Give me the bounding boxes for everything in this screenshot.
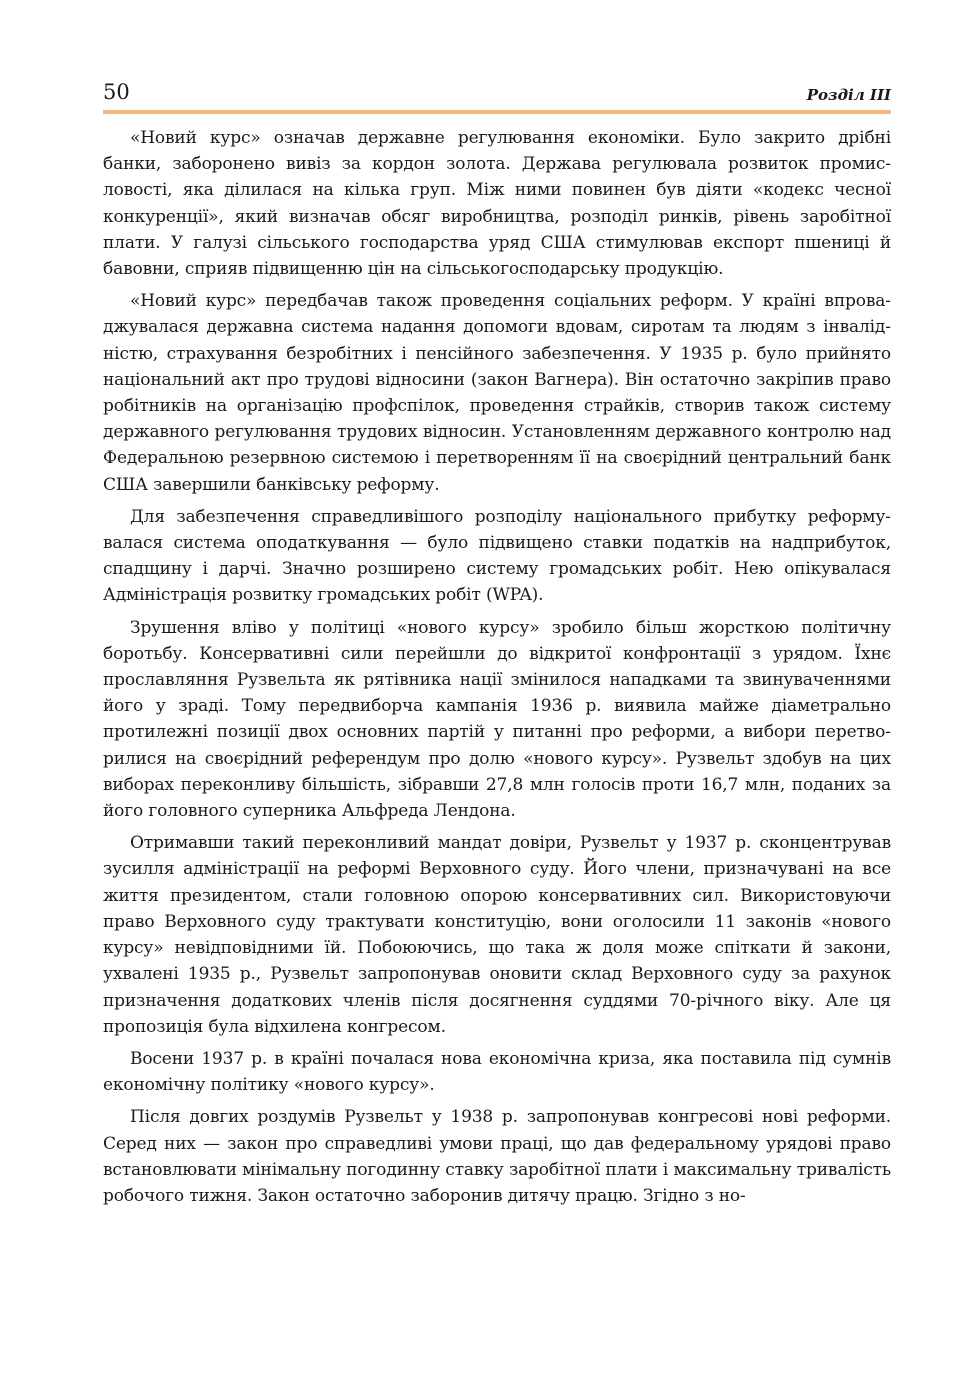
paragraph: «Новий курс» означав державне регулювання економіки. Було закрито дрібні банки, заборонено вивіз за кордон золота. Держава регулювала розвиток промисловості, яка ділилася на кілька груп. Між ними повинен був діяти «кодекс чесної конкуренції», який визначав обсяг виробництва, розподіл ринків, рівень заробітної плати. У галузі сільського господарства уряд США стимулював експорт пшениці й бавовни, сприяв підвищенню цін на сільськогосподарську продукцію.	[103, 128, 891, 280]
paragraph: Зрушення вліво у політиці «нового курсу» зробило більш жорсткою політичну боротьбу. Консервативні сили перейшли до відкритої конфронтації з урядом. Їхнє прославляння Рузвельта як рятівника нації змінилося нападками та звинуваченнями його у зраді. Тому передвиборча кампанія 1936 р. виявила майже діаметрально протилежні позиції двох основних партій у питанні про реформи, а вибори перетворилися на своєрідний референдум про долю «нового курсу». Рузвельт здобув на цих виборах переконливу більшість, зібравши 27,8 млн голосів проти 16,7 млн, поданих за його головного суперника Альфреда Лендона.	[103, 617, 891, 822]
page-header	[103, 78, 891, 108]
section-title: Розділ ІІІ	[806, 86, 891, 104]
paragraph: «Новий курс» передбачав також проведення соціальних реформ. У країні впроваджувалася державна система надання допомоги вдовам, сиротам та людям з інвалідністю, страхування безробітних і пенсійного забезпечення. У 1935 р. було прийнято національний акт про трудові відносини (закон Вагнера). Він остаточно закріпив право робітників на організацію профспілок, проведення страйків, створив також систему державного регулювання трудових відносин. Установленням державного контролю над Федеральною резервною системою і перетворенням її на своєрідний центральний банк США завершили банківську реформу.	[103, 291, 891, 495]
paragraph: Отримавши такий переконливий мандат довіри, Рузвельт у 1937 р. сконцентрував зусилля адміністрації на реформі Верховного суду. Його члени, призначувані на все життя президентом, стали головною опорою консервативних сил. Використовуючи право Верховного суду трактувати конституцію, вони оголосили 11 законів «нового курсу» невідповідними їй. Побоюючись, що така ж доля може спіткати й закони, ухвалені 1935 р., Рузвельт запропонував оновити склад Верховного суду за рахунок призначення додаткових членів після досягнення суддями 70-річного віку. Але ця пропозиція була відхилена конгресом.	[103, 833, 891, 1037]
page-number: 50	[103, 80, 130, 104]
paragraph: Восени 1937 р. в країні почалася нова економічна криза, яка поставила під сумнів економічну політику «нового курсу».	[103, 1048, 891, 1096]
header-divider	[103, 110, 891, 114]
paragraph: Для забезпечення справедливішого розподілу національного прибутку реформувалася система оподаткування — було підвищено ставки податків на надприбуток, спадщину і дарчі. Значно розширено систему громадських робіт. Нею опікувалася Адміністрація розвитку громадських робіт (WPA).	[103, 506, 891, 606]
paragraph: Після довгих роздумів Рузвельт у 1938 р. запропонував конгресові нові реформи. Серед них — закон про справедливі умови праці, що дав федеральному урядові право встановлювати мінімальну погодинну ставку заробітної плати і максимальну тривалість робочого тижня. Закон остаточно заборонив дитячу працю. Згідно з но-	[103, 1107, 891, 1206]
body-text	[103, 125, 891, 1215]
